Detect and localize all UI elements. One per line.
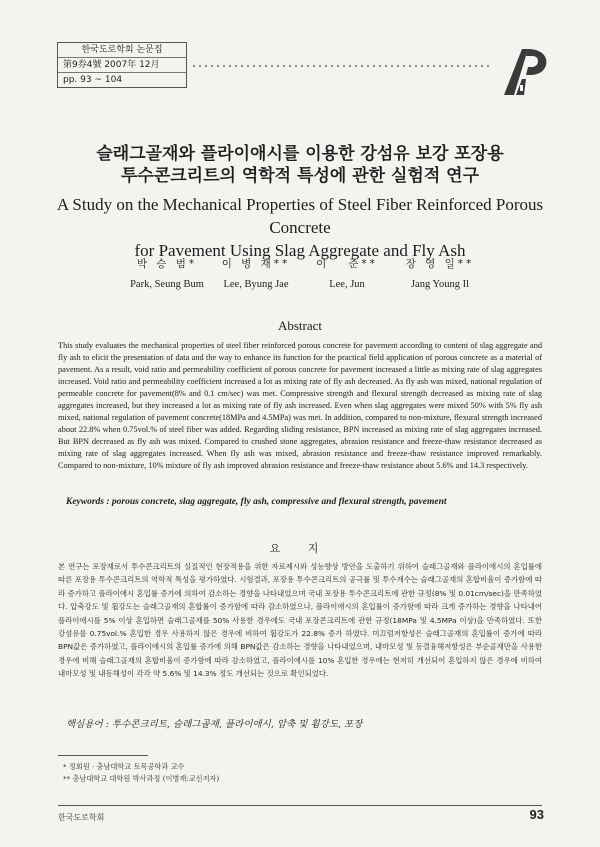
english-title — [30, 193, 570, 262]
author-english-name: Lee, Byung Jae — [223, 279, 289, 290]
english-title-line1: A Study on the Mechanical Properties of Steel Fiber Reinforced Porous Concrete — [56, 195, 544, 237]
abstract-heading: Abstract — [277, 318, 323, 333]
footer-divider — [58, 805, 542, 806]
footnote-1: * 정회원 · 충남대학교 토목공학과 교수 — [63, 762, 185, 771]
footer-society: 한국도로학회 — [58, 813, 105, 822]
english-keywords: Keywords : porous concrete, slag aggregate, fly ash, compressive and flexural strength, pavement — [66, 497, 447, 507]
author-korean-name: 이 준** — [316, 258, 378, 270]
korean-title — [0, 143, 600, 187]
author-list — [0, 257, 600, 297]
author-korean-name: 이 병 재** — [221, 258, 291, 270]
author-english-name: Jang Young Il — [410, 279, 470, 290]
korean-abstract-heading: 요 지 — [269, 542, 331, 555]
journal-pages: pp. 93 ~ 104 — [58, 72, 186, 87]
korean-keywords: 핵심용어 : 투수콘크리트, 슬래그골재, 플라이애시, 압축 및 휨강도, 포장 — [66, 719, 363, 730]
footnotes — [63, 761, 219, 785]
korean-title-line1: 슬래그골재와 플라이애시를 이용한 강섬유 보강 포장용 — [96, 144, 504, 164]
abstract-text: This study evaluates the mechanical properties of steel fiber reinforced porous concrete for pavement according to content of slag aggregate and fly ash to elicit the presentation of data and the way to enhance its function for the practical field application of porous concrete as a material of pavement. As a result, void ratio and permeability coefficient of porous concrete for pavement increased a little as mixing rate of slag aggregates increased. Void ratio and permeability coefficient increased a lot as mixing rate of fly ash decreased. As fly ash was mixed, national regulation of permeable concrete for pavement(8% and 0.1 cm/sec) was met. Compressive strength and flexural strength decreased as mixing rate of slag aggregates increased, but they increased a lot as mixing rate of fly ash increased. Even when slag aggregates were mixed 50% with 5% fly ash mixed, national regulation of pavement concrete(18MPa and 4.5MPa) was met. In addition, compared to non-mixture, flexural strength increased about 22.8% when 0.75vol.% of steel fiber was added. Regarding sliding resistance, BPN increased as mixing rate of slag aggregates increased. But BPN decreased as fly ash was mixed. Compared to crushed stone aggregates, abrasion resistance and freeze-thaw resistance decreased as mixing rate of slag aggregates increased. When fly ash was mixed, abrasion resistance and freeze-thaw resistance improved remarkably. Compared to non-mixture, 10% mixture of fly ash improved abrasion resistance and freeze-thaw resistance about 5.6% and 14.3 respectively. — [58, 341, 542, 470]
author-4 — [375, 257, 505, 293]
korean-title-line2: 투수콘크리트의 역학적 특성에 관한 실험적 연구 — [120, 166, 480, 186]
journal-info-box — [57, 42, 187, 88]
korean-abstract-text: 본 연구는 포장재로서 투수콘크리트의 실질적인 현장적용을 위한 자료제시와 성능향상 방안을 도출하기 위하여 슬래그골재와 플라이애시의 혼입률에 따른 포장용 투수콘크리트의 역학적 특성을 평가하였다. 시험결과, 포장용 투수콘크리트의 공극률 및 투수계수는 슬래그골재의 혼합비율이 증가함에 따라 증가하고 플라이애시 혼입률 증가에 의하여 감소하는 경향을 나타내었으며 국내 포장용 투수콘크리트에 관한 규정(8% 및 0.01cm/sec)을 만족하였다. 압축강도 및 휨강도는 슬래그골재의 혼합률이 증가함에 따라 감소하였으나, 플라이애시의 혼입률이 증가함에 따라 크게 증가하는 경향을 나타내어 플라이애시를 5% 이상 혼입하면 슬래그골재를 50% 사용한 경우에도 국내 포장콘크리트에 관한 규정(18MPa 및 4.5MPa 이상)을 만족하였다. 또한 강섬유를 0.75vol.% 혼입한 경우 사용하지 않은 경우에 비하여 휨강도가 22.8% 증가 하였다. 미끄럼저항성은 슬래그골재의 혼입률이 증가에 따라 BPN값은 증가하였고, 플라이애시의 혼입률 증가에 의해 BPN값은 감소하는 경향을 나타내었으며, 내마모성 및 동결융해저항성은 부순골재만을 사용한 경우에 비해 슬래그골재의 혼합비율이 증가함에 따라 감소하였고, 플라이애시를 10% 혼입한 경우에는 현저히 개선되어 혼입하지 않은 경우에 비하여 내마모성 및 내동해성이 각각 약 5.6% 및 14.3% 정도 개선되는 것으로 확인되었다. — [58, 562, 542, 679]
author-english-name: Lee, Jun — [329, 279, 365, 290]
journal-volume-date: 第9券4號 2007年 12月 — [58, 57, 186, 72]
footnote-divider — [58, 755, 148, 756]
journal-name: 한국도로학회 논문집 — [81, 45, 163, 55]
dotted-rule — [191, 63, 491, 69]
page-number: 93 — [529, 807, 544, 822]
author-korean-name: 장 영 일** — [405, 258, 475, 270]
footnote-2: ** 충남대학교 대학원 박사과정 (이병재:교신저자) — [63, 774, 220, 783]
author-english-name: Park, Seung Bum — [130, 279, 204, 290]
author-korean-name: 박 승 범* — [136, 258, 198, 270]
road-society-logo-icon — [502, 45, 550, 97]
english-title-line2: for Pavement Using Slag Aggregate and Fly Ash — [134, 241, 466, 260]
